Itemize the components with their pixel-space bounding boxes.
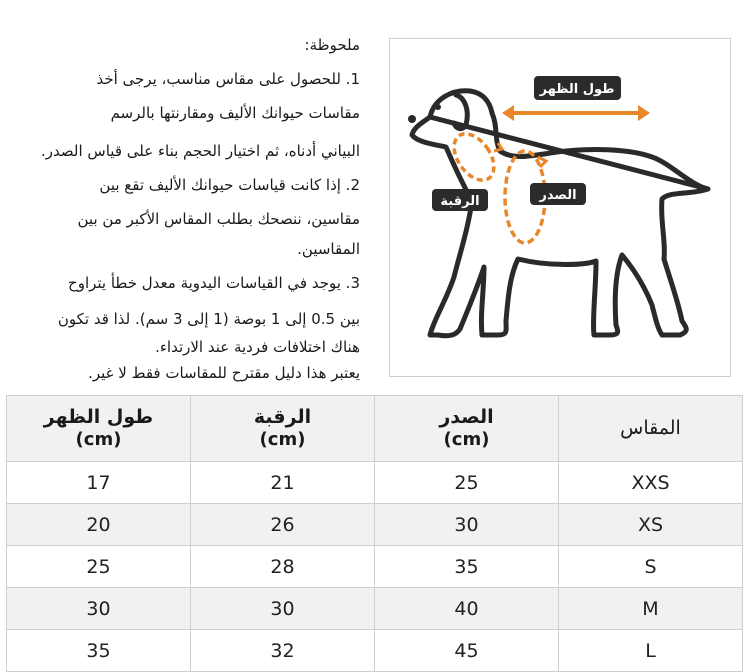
cell-neck: 26 bbox=[191, 504, 375, 546]
cell-size: S bbox=[559, 546, 743, 588]
cell-neck: 32 bbox=[191, 630, 375, 672]
back-length-arrow bbox=[502, 105, 650, 121]
note-line: هناك اختلافات فردية عند الارتداء. bbox=[155, 338, 360, 356]
dog-nose-icon bbox=[408, 115, 416, 123]
note-line: 1. للحصول على مقاس مناسب، يرجى أخذ bbox=[96, 70, 360, 88]
note-line: مقاسات حيوانك الأليف ومقارنتها بالرسم bbox=[110, 104, 360, 122]
cell-size: L bbox=[559, 630, 743, 672]
table-row bbox=[7, 546, 743, 588]
table-row bbox=[7, 630, 743, 672]
header-neck bbox=[191, 396, 375, 462]
note-line: 2. إذا كانت قياسات حيوانك الأليف تقع بين bbox=[99, 176, 360, 194]
header-label: المقاس bbox=[620, 417, 681, 440]
header-back-length bbox=[7, 396, 191, 462]
back-length-label: طول الظهر bbox=[539, 82, 615, 97]
table-header-row bbox=[7, 396, 743, 462]
cell-back-length: 30 bbox=[7, 588, 191, 630]
cell-size: XXS bbox=[559, 462, 743, 504]
neck-label: الرقبة bbox=[440, 194, 480, 209]
table-row bbox=[7, 504, 743, 546]
cell-chest: 30 bbox=[375, 504, 559, 546]
note-line: البياني أدناه، ثم اختيار الحجم بناء على قياس الصدر. bbox=[41, 142, 360, 160]
header-unit: (cm) bbox=[75, 429, 122, 451]
cell-chest: 40 bbox=[375, 588, 559, 630]
cell-back-length: 20 bbox=[7, 504, 191, 546]
note-line: 3. يوجد في القياسات اليدوية معدل خطأ يتراوح bbox=[68, 274, 360, 292]
dog-eye-icon bbox=[435, 104, 441, 110]
cell-back-length: 17 bbox=[7, 462, 191, 504]
note-line: مقاسين، ننصحك بطلب المقاس الأكبر من بين bbox=[77, 210, 360, 228]
header-label: الصدر bbox=[439, 406, 494, 429]
size-chart-table bbox=[6, 395, 743, 672]
cell-back-length: 25 bbox=[7, 546, 191, 588]
note-line: المقاسين. bbox=[297, 240, 360, 258]
cell-neck: 28 bbox=[191, 546, 375, 588]
table-row bbox=[7, 588, 743, 630]
cell-neck: 21 bbox=[191, 462, 375, 504]
cell-size: M bbox=[559, 588, 743, 630]
dog-illustration bbox=[390, 39, 730, 376]
table-row bbox=[7, 462, 743, 504]
header-label: الرقبة bbox=[253, 406, 312, 429]
cell-chest: 45 bbox=[375, 630, 559, 672]
note-line: بين 0.5 إلى 1 بوصة (1 إلى 3 سم). لذا قد تكون bbox=[57, 310, 360, 328]
header-unit: (cm) bbox=[259, 429, 306, 451]
note-line: يعتبر هذا دليل مقترح للمقاسات فقط لا غير. bbox=[88, 364, 360, 382]
header-size bbox=[559, 396, 743, 462]
header-unit: (cm) bbox=[443, 429, 490, 451]
cell-chest: 35 bbox=[375, 546, 559, 588]
header-label: طول الظهر bbox=[43, 406, 154, 429]
dog-measurement-diagram bbox=[389, 38, 731, 377]
cell-back-length: 35 bbox=[7, 630, 191, 672]
dog-outline bbox=[412, 91, 708, 336]
cell-chest: 25 bbox=[375, 462, 559, 504]
cell-size: XS bbox=[559, 504, 743, 546]
header-chest bbox=[375, 396, 559, 462]
chest-label: الصدر bbox=[539, 188, 577, 203]
cell-neck: 30 bbox=[191, 588, 375, 630]
notes-title: ملحوظة: bbox=[304, 36, 360, 54]
